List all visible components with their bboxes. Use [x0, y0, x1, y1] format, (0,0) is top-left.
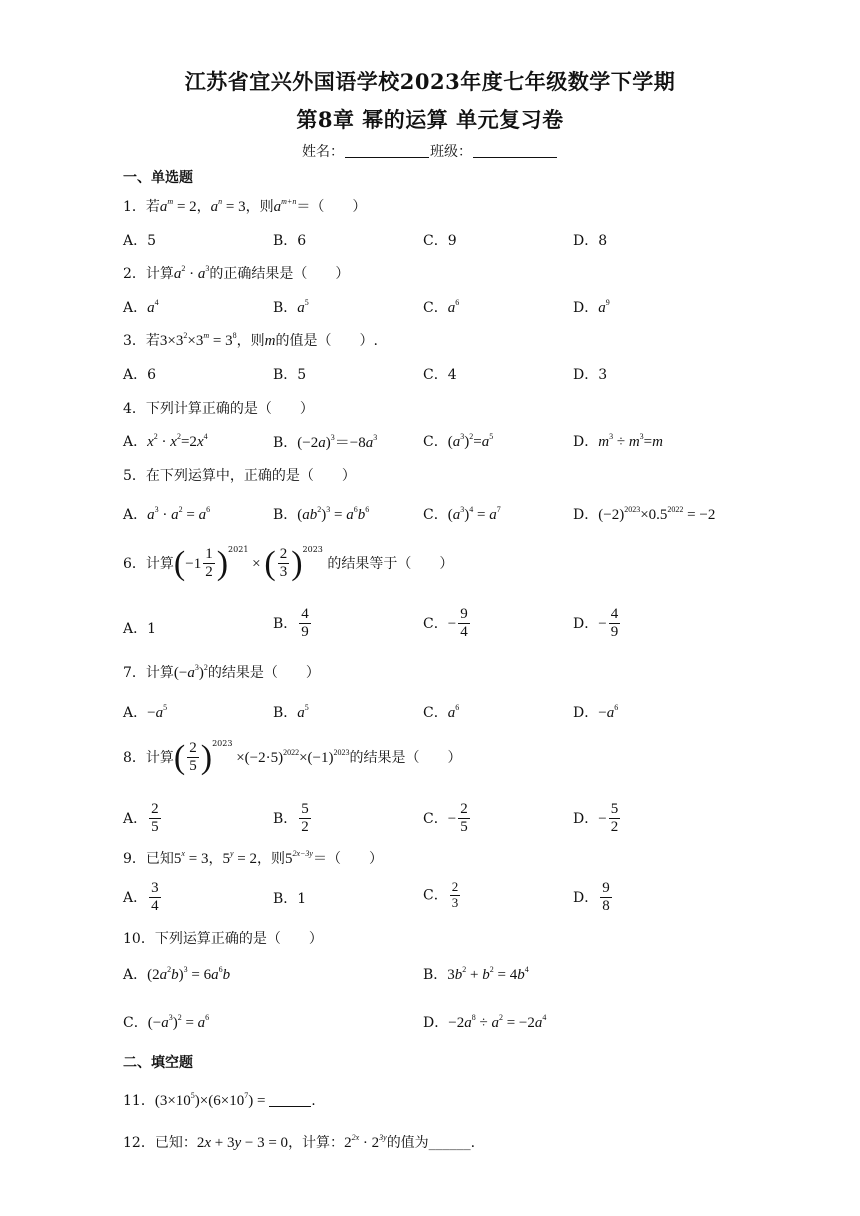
- q8-option-c[interactable]: C．− $\frac{2}{5}$: [423, 801, 468, 836]
- section-single-choice: 一、单选题: [123, 170, 193, 186]
- q6-option-b[interactable]: B． $\frac{4}{9}$: [273, 606, 309, 641]
- q9-option-b[interactable]: B．1: [273, 891, 307, 907]
- q1-option-a[interactable]: A．5: [123, 233, 157, 249]
- name-blank[interactable]: [345, 143, 429, 158]
- q4-option-d[interactable]: D．$m^3 \div m^3=m$: [573, 432, 663, 450]
- q5-option-b[interactable]: B．$(ab^2)^3 = a^6b^6$: [273, 505, 370, 523]
- q4-option-a[interactable]: A．$x^2 \cdot x^2=2x^4$: [123, 432, 208, 450]
- q5-option-d[interactable]: D．$(-2)^{2023}\times 0.5^{2022} = -2$: [573, 505, 716, 523]
- name-label: 姓名：: [302, 144, 344, 160]
- q4-option-c[interactable]: C．$(a^3)^2=a^5$: [423, 432, 494, 450]
- q10-option-d[interactable]: D．$-2a^8 \div a^2 = -2a^4$: [423, 1013, 547, 1031]
- q11-answer-blank[interactable]: [269, 1092, 311, 1107]
- q10-option-a[interactable]: A．$(2a^2b)^3 = 6a^6b$: [123, 965, 231, 983]
- question-7: 7．计算$(-a^3)^2$的结果是（ ）: [123, 663, 320, 681]
- q7-option-c[interactable]: C．$a^6$: [423, 703, 460, 721]
- question-12: 12．已知：2x + 3y − 3 = 0，计算：$2^{2x} \cdot 2^{3y}$的值为______.: [123, 1133, 476, 1151]
- q2-option-b[interactable]: B．$a^5$: [273, 298, 309, 316]
- class-blank[interactable]: [473, 143, 557, 158]
- q9-option-a[interactable]: A． $\frac{3}{4}$: [123, 880, 159, 915]
- question-5: 5．在下列运算中，正确的是（ ）: [123, 468, 356, 484]
- question-10: 10．下列运算正确的是（ ）: [123, 931, 323, 947]
- q3-option-a[interactable]: A．6: [123, 367, 157, 383]
- q2-option-a[interactable]: A．$a^4$: [123, 298, 159, 316]
- class-label: 班级：: [430, 144, 472, 160]
- page-title: 江苏省宜兴外国语学校2023年度七年级数学下学期: [184, 69, 676, 94]
- q3-option-d[interactable]: D．3: [573, 367, 608, 383]
- q6-option-a[interactable]: A．1: [123, 621, 157, 637]
- q8-option-a[interactable]: A． $\frac{2}{5}$: [123, 801, 159, 836]
- page-subtitle: 第8章 幂的运算 单元复习卷: [296, 107, 564, 132]
- q6-option-d[interactable]: D．− $\frac{4}{9}$: [573, 606, 619, 641]
- section-fill-blank: 二、填空题: [123, 1055, 193, 1071]
- question-6: 6．计算(−1 $\frac{1}{2}$ )$^{2021}$ × ( $\frac{2}{3}$ )$^{2023}$ 的结果等于（ ）: [123, 544, 454, 582]
- q10-option-b[interactable]: B．$3b^2 + b^2 = 4b^4$: [423, 965, 529, 983]
- q10-option-c[interactable]: C．$(-a^3)^2 = a^6$: [123, 1013, 210, 1031]
- q7-option-b[interactable]: B．$a^5$: [273, 703, 309, 721]
- question-4: 4．下列计算正确的是（ ）: [123, 401, 314, 417]
- question-2: 2．计算$a^2 \cdot a^3$的正确结果是（ ）: [123, 264, 350, 282]
- question-9: 9．已知$5^x = 3$，$5^y = 2$，则$5^{2x-3y}=$（ ）: [123, 849, 383, 867]
- q7-option-a[interactable]: A．$-a^5$: [123, 703, 168, 721]
- q1-option-c[interactable]: C．9: [423, 233, 457, 249]
- q5-option-c[interactable]: C．$(a^3)^4 = a^7$: [423, 505, 501, 523]
- q9-option-d[interactable]: D． $\frac{9}{8}$: [573, 880, 610, 915]
- q8-option-b[interactable]: B． $\frac{5}{2}$: [273, 801, 309, 836]
- q1-option-b[interactable]: B．6: [273, 233, 307, 249]
- q2-option-c[interactable]: C．$a^6$: [423, 298, 460, 316]
- q7-option-d[interactable]: D．$-a^6$: [573, 703, 619, 721]
- q3-option-b[interactable]: B．5: [273, 367, 307, 383]
- question-8: 8．计算( $\frac{2}{5}$ )$^{2023} \times(-2\cdot 5)^{2022}\times(-1)^{2023}$的结果是（ ）: [123, 738, 462, 776]
- student-info-line: [0, 141, 860, 161]
- q4-option-b[interactable]: B．$(-2a)^3=-8a^3$: [273, 433, 378, 451]
- q5-option-a[interactable]: A．$a^3 \cdot a^2 = a^6$: [123, 505, 211, 523]
- q3-option-c[interactable]: C．4: [423, 367, 457, 383]
- question-1: 1．若$a^m = 2$，$a^n = 3$，则$a^{m+n}=$（ ）: [123, 197, 367, 215]
- question-11: 11．$(3\times 10^5)\times(6\times 10^7)$ = .: [123, 1091, 316, 1109]
- q8-option-d[interactable]: D．− $\frac{5}{2}$: [573, 801, 619, 836]
- q1-option-d[interactable]: D．8: [573, 233, 608, 249]
- q6-option-c[interactable]: C．− $\frac{9}{4}$: [423, 606, 468, 641]
- q9-option-c[interactable]: C． $\frac{2}{3}$: [423, 879, 459, 910]
- question-3: 3．若$3\times 3^2\times 3^m = 3^8$，则m的值是（ ）.: [123, 331, 378, 349]
- q2-option-d[interactable]: D．$a^9$: [573, 298, 610, 316]
